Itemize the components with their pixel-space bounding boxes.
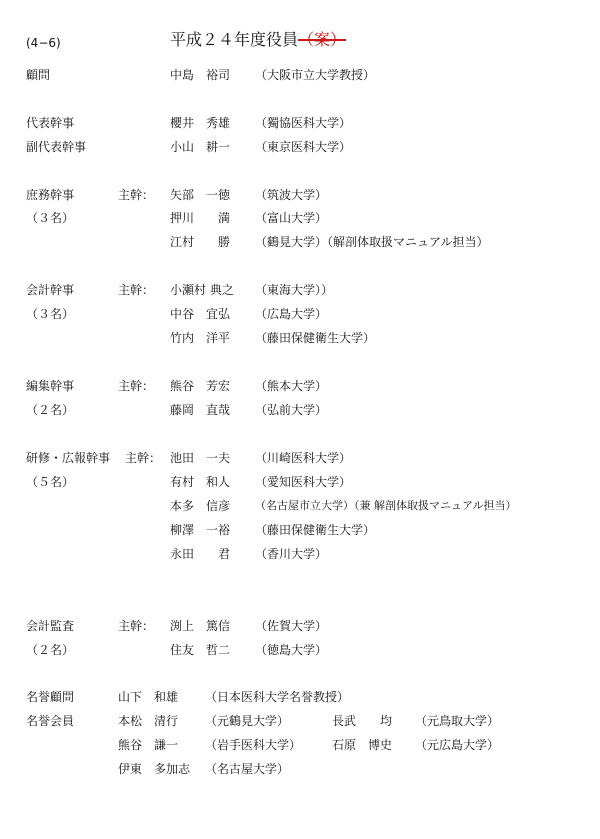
- member-affiliation: （東海大学））: [255, 283, 334, 297]
- audit-count: （２名）: [26, 643, 75, 657]
- advisor-affiliation: （大阪市立大学教授）: [255, 68, 376, 82]
- member-name: 渕上 篤信: [170, 619, 231, 633]
- honorary-advisor-affiliation: （日本医科大学名誉教授）: [205, 690, 350, 704]
- accounting-count: （３名）: [26, 307, 75, 321]
- member-affiliation: （筑波大学）: [255, 188, 328, 202]
- general-count: （３名）: [26, 211, 75, 225]
- member-name: 柳澤 一裕: [170, 523, 231, 537]
- honorary-members-role: 名誉会員: [26, 714, 75, 728]
- member-affiliation: （佐賀大学）: [255, 619, 328, 633]
- member-affiliation: （愛知医科大学）: [255, 475, 352, 489]
- vice-rep-affiliation: （東京医科大学）: [255, 140, 352, 154]
- member-affiliation: （元鶴見大学）: [205, 714, 290, 728]
- member-name: 竹内 洋平: [170, 331, 231, 345]
- rep-affiliation: （獨協医科大学）: [255, 116, 352, 130]
- title-text: 平成２４年度役員: [170, 30, 299, 49]
- member-affiliation: （徳島大学）: [255, 643, 328, 657]
- member-name: 本松 清行: [118, 714, 179, 728]
- audit-role: 会計監査: [26, 619, 75, 633]
- member-name: 熊谷 謙一: [118, 738, 179, 752]
- member-affiliation: （元広島大学）: [415, 738, 500, 752]
- accounting-lead-label: 主幹：: [118, 283, 155, 297]
- member-affiliation: （鶴見大学）（解剖体取扱マニュアル担当）: [255, 235, 489, 249]
- member-affiliation: （名古屋市立大学）（兼 解剖体取扱マニュアル担当）: [255, 499, 517, 512]
- training-role: 研修・広報幹事: [26, 451, 111, 465]
- honorary-advisor-role: 名誉顧問: [26, 690, 75, 704]
- honorary-advisor-name: 山下 和雄: [118, 690, 179, 704]
- member-name: 中谷 宜弘: [170, 307, 231, 321]
- member-affiliation: （弘前大学）: [255, 403, 328, 417]
- member-affiliation: （藤田保健衛生大学）: [255, 523, 376, 537]
- editing-role: 編集幹事: [26, 379, 75, 393]
- member-name: 有村 和人: [170, 475, 231, 489]
- member-affiliation: （香川大学）: [255, 547, 328, 561]
- audit-lead-label: 主幹：: [118, 619, 155, 633]
- member-affiliation: （広島大学）: [255, 307, 328, 321]
- rep-role: 代表幹事: [26, 116, 75, 130]
- member-affiliation: （藤田保健衛生大学）: [255, 331, 376, 345]
- editing-lead-label: 主幹：: [118, 379, 155, 393]
- title-draft-struck: （案）: [298, 30, 347, 49]
- member-affiliation: （熊本大学）: [255, 379, 328, 393]
- general-lead-label: 主幹：: [118, 188, 155, 202]
- training-lead-label: 主幹：: [125, 451, 162, 465]
- member-name: 永田 君: [170, 547, 231, 561]
- general-role: 庶務幹事: [26, 188, 75, 202]
- member-affiliation: （富山大学）: [255, 211, 328, 225]
- member-affiliation: （川崎医科大学）: [255, 451, 352, 465]
- member-affiliation: （元鳥取大学）: [415, 714, 500, 728]
- accounting-role: 会計幹事: [26, 283, 75, 297]
- member-name: 小瀬村 典之: [170, 283, 234, 297]
- page-number: (4−6): [26, 36, 61, 50]
- member-name: 石原 博史: [332, 738, 393, 752]
- member-name: 伊東 多加志: [118, 762, 191, 776]
- member-name: 長武 均: [332, 714, 393, 728]
- member-name: 熊谷 芳宏: [170, 379, 231, 393]
- member-name: 本多 信彦: [170, 499, 231, 513]
- advisor-role: 顧問: [26, 68, 51, 82]
- member-name: 矢部 一徳: [170, 188, 231, 202]
- vice-rep-role: 副代表幹事: [26, 140, 87, 154]
- member-name: 池田 一夫: [170, 451, 231, 465]
- member-name: 江村 勝: [170, 235, 231, 249]
- member-affiliation: （岩手医科大学）: [205, 738, 302, 752]
- vice-rep-name: 小山 耕一: [170, 140, 231, 154]
- member-name: 住友 哲二: [170, 643, 231, 657]
- page-title: [170, 30, 346, 50]
- member-name: 藤岡 直哉: [170, 403, 231, 417]
- member-affiliation: （名古屋大学）: [205, 762, 290, 776]
- member-name: 押川 満: [170, 211, 231, 225]
- training-count: （５名）: [26, 475, 75, 489]
- editing-count: （２名）: [26, 403, 75, 417]
- rep-name: 櫻井 秀雄: [170, 116, 231, 130]
- advisor-name: 中島 裕司: [170, 68, 231, 82]
